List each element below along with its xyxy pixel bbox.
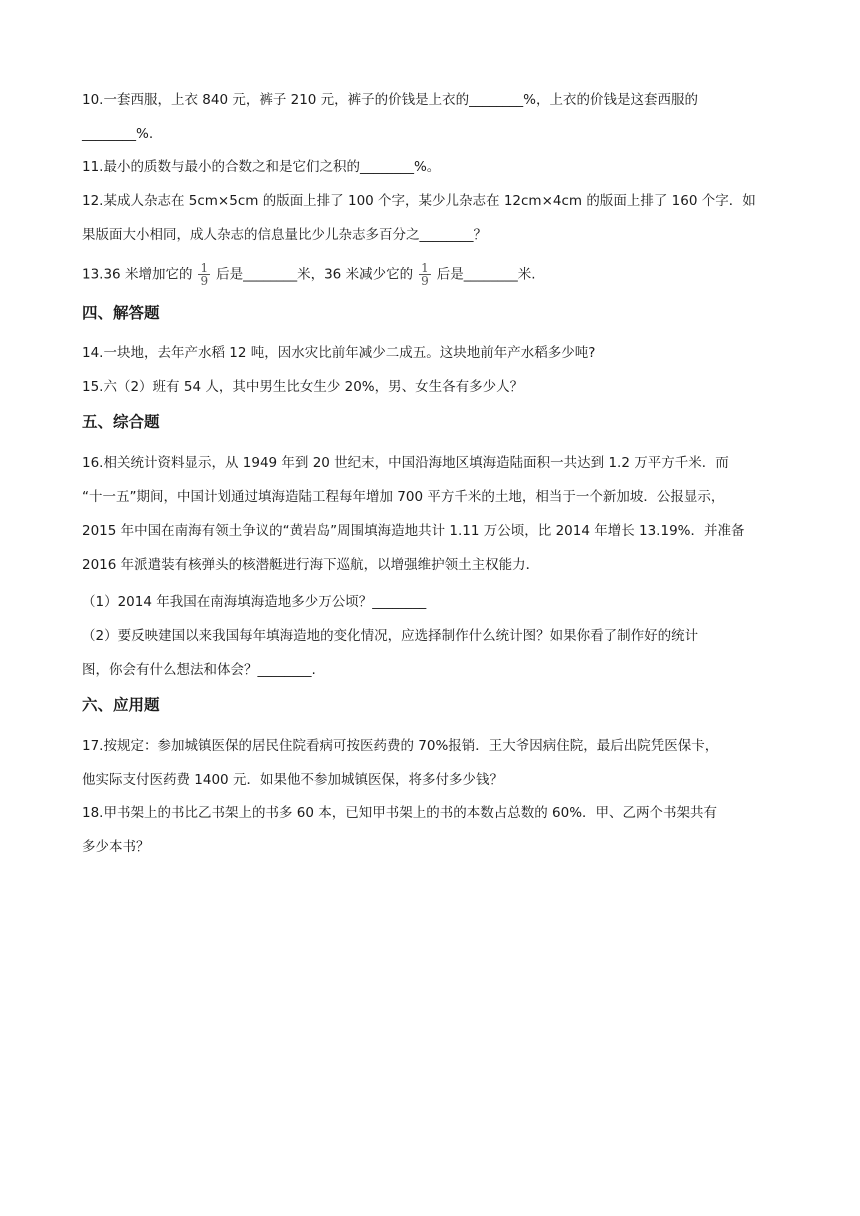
question-16-sub-1: （1）2014 年我国在南海填海造地多少万公顷？________ <box>82 594 427 610</box>
question-18-line-2: 多少本书？ <box>82 839 150 855</box>
question-10-line-2: ________%. <box>82 126 154 142</box>
fraction-denominator: 9 <box>200 274 209 288</box>
question-16-line-2: “十一五”期间，中国计划通过填海造陆工程每年增加 700 平方千米的土地，相当于一个新加坡．公报显示， <box>82 489 725 505</box>
question-16-line-1: 16.相关统计资料显示，从 1949 年到 20 世纪末，中国沿海地区填海造陆面积一共达到 1.2 万平方千米．而 <box>82 455 729 471</box>
question-12-line-2: 果版面大小相同，成人杂志的信息量比少儿杂志多百分之________？ <box>82 227 487 243</box>
section-heading-4: 四、解答题 <box>82 304 160 322</box>
fraction-one-ninth <box>419 262 431 287</box>
question-15: 15.六（2）班有 54 人，其中男生比女生少 20%，男、女生各有多少人？ <box>82 379 524 395</box>
question-16-line-3: 2015 年中国在南海有领土争议的“黄岩岛”周围填海造地共计 1.11 万公顷，比 2014 年增长 13.19%．并准备 <box>82 523 745 539</box>
question-16-line-4: 2016 年派遣装有核弹头的核潜艇进行海下巡航，以增强维护领土主权能力． <box>82 557 540 573</box>
question-14: 14.一块地，去年产水稻 12 吨，因水灾比前年减少二成五。这块地前年产水稻多少吨? <box>82 345 596 361</box>
section-heading-6: 六、应用题 <box>82 696 160 714</box>
question-16-sub-2-line-2: 图，你会有什么想法和体会？________. <box>82 662 316 678</box>
question-17-line-1: 17.按规定：参加城镇医保的居民住院看病可按医药费的 70%报销．王大爷因病住院，最后出院凭医保卡， <box>82 738 719 754</box>
question-17-line-2: 他实际支付医药费 1400 元．如果他不参加城镇医保，将多付多少钱？ <box>82 772 503 788</box>
question-11: 11.最小的质数与最小的合数之和是它们之积的________%。 <box>82 159 441 175</box>
question-13-part-3: 后是________米. <box>436 266 536 283</box>
question-13-part-1: 13.36 米增加它的 <box>82 266 193 283</box>
question-13 <box>82 262 782 287</box>
fraction-denominator: 9 <box>421 274 429 288</box>
section-heading-5: 五、综合题 <box>82 413 160 431</box>
question-10-line-1: 10.一套西服，上衣 840 元，裤子 210 元，裤子的价钱是上衣的________%，上衣的价钱是这套西服的 <box>82 92 698 108</box>
fraction-one-ninth <box>198 262 210 287</box>
question-12-line-1: 12.某成人杂志在 5cm×5cm 的版面上排了 100 个字，某少儿杂志在 12cm×4cm 的版面上排了 160 个字．如 <box>82 193 756 209</box>
question-18-line-1: 18.甲书架上的书比乙书架上的书多 60 本，已知甲书架上的书的本数占总数的 60%．甲、乙两个书架共有 <box>82 805 718 821</box>
fraction-numerator: 1 <box>200 261 209 275</box>
question-13-part-2: 后是________米，36 米减少它的 <box>216 266 414 283</box>
fraction-numerator: 1 <box>421 261 429 275</box>
question-16-sub-2-line-1: （2）要反映建国以来我国每年填海造地的变化情况，应选择制作什么统计图？如果你看了制作好的统计 <box>82 628 699 644</box>
